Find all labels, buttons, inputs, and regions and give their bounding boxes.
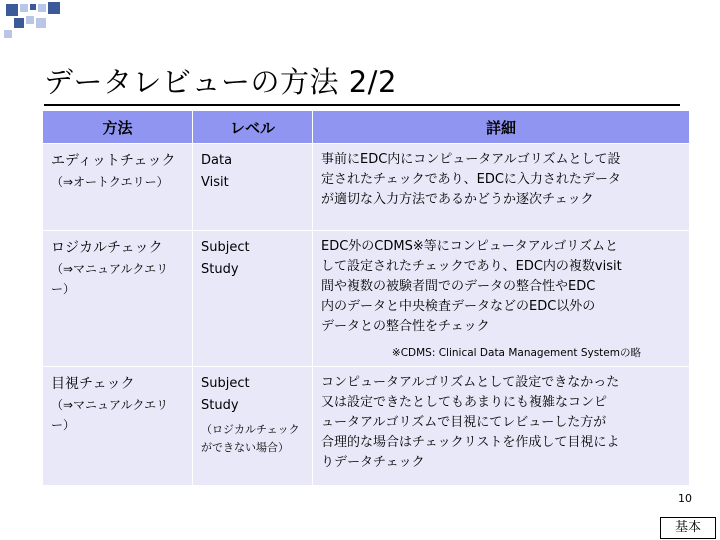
level-line: Subject (201, 376, 250, 391)
level-line: Study (201, 262, 239, 277)
level-cell (193, 231, 313, 367)
header-level: レベル (193, 111, 313, 144)
detail-line: ュータアルゴリズムで目視にてレビューした方が (321, 415, 607, 430)
table-row (43, 231, 690, 367)
detail-line: 定されたチェックであり、EDCに入力されたデータ (321, 172, 621, 187)
method-subtitle: （⇒オートクエリー） (51, 175, 169, 189)
level-cell (193, 144, 313, 231)
method-name: 目視チェック (51, 376, 135, 392)
detail-line: 事前にEDC内にコンピュータアルゴリズムとして設 (321, 152, 621, 167)
method-name: エディットチェック (51, 153, 176, 169)
methods-table (42, 110, 690, 486)
detail-line: して設定されたチェックであり、EDC内の複数visit (321, 259, 622, 274)
header-detail: 詳細 (313, 111, 690, 144)
method-cell (43, 231, 193, 367)
level-note: （ロジカルチェックができない場合） (201, 423, 300, 454)
level-cell (193, 367, 313, 486)
header-method: 方法 (43, 111, 193, 144)
method-cell (43, 144, 193, 231)
detail-line: コンピュータアルゴリズムとして設定できなかった (321, 375, 620, 390)
level-line: Data (201, 153, 233, 168)
table-header-row (43, 111, 690, 144)
category-tag: 基本 (660, 517, 716, 539)
detail-line: 又は設定できたとしてもあまりにも複雑なコンピ (321, 395, 608, 410)
table-row (43, 367, 690, 486)
detail-cell (313, 144, 690, 231)
method-subtitle: （⇒マニュアルクエリー） (51, 262, 169, 296)
title-underline (44, 104, 680, 106)
level-line: Subject (201, 240, 250, 255)
page-title: データレビューの方法 2/2 (44, 65, 397, 99)
detail-line: データとの整合性をチェック (321, 319, 490, 334)
detail-line: 内のデータと中央検査データなどのEDC以外の (321, 299, 596, 314)
detail-line: りデータチェック (321, 455, 425, 470)
detail-line: が適切な入力方法であるかどうか逐次チェック (321, 192, 594, 207)
detail-line: 合理的な場合はチェックリストを作成して目視によ (321, 435, 620, 450)
method-name: ロジカルチェック (51, 240, 163, 256)
page-number: 10 (678, 492, 692, 505)
table-row (43, 144, 690, 231)
method-cell (43, 367, 193, 486)
level-line: Study (201, 398, 239, 413)
detail-line: 間や複数の被験者間でのデータの整合性やEDC (321, 279, 596, 294)
detail-line: EDC外のCDMS※等にコンピュータアルゴリズムと (321, 239, 618, 254)
detail-cell (313, 367, 690, 486)
detail-cell (313, 231, 690, 367)
corner-decoration (0, 0, 80, 40)
footnote: ※CDMS: Clinical Data Management Systemの略 (391, 347, 641, 359)
level-line: Visit (201, 175, 229, 190)
method-subtitle: （⇒マニュアルクエリー） (51, 398, 169, 432)
